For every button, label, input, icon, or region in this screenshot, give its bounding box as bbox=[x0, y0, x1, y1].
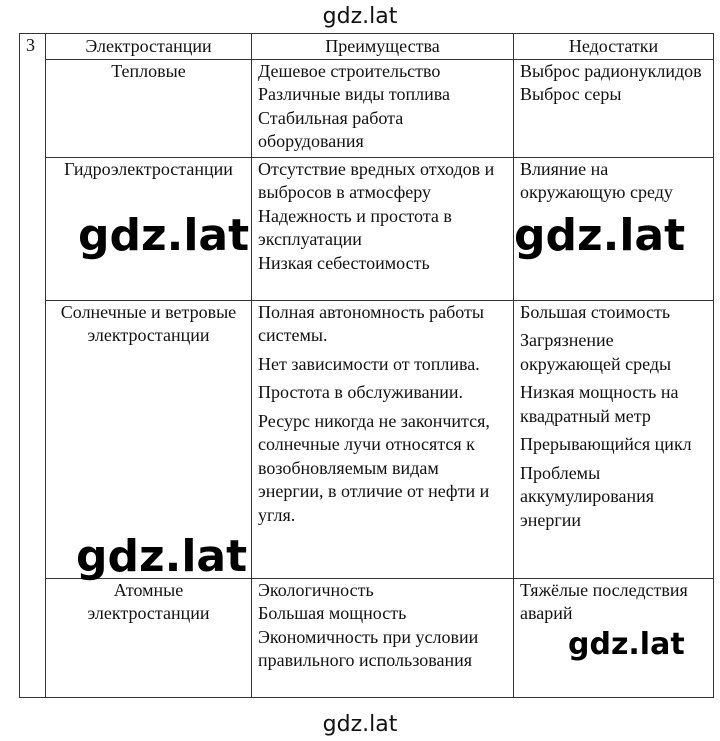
watermark-overlay: gdz.lat bbox=[76, 531, 248, 582]
watermark-overlay: gdz.lat bbox=[514, 210, 686, 261]
row-pros-nuclear bbox=[252, 578, 514, 697]
pros-item: Стабильная работа оборудования bbox=[258, 107, 404, 151]
cons-item: Прерывающийся цикл bbox=[520, 434, 692, 454]
row-type-solar-wind: Солнечные и ветровые электростанции bbox=[46, 300, 252, 578]
power-plants-table bbox=[19, 33, 714, 698]
row-cons-thermal bbox=[514, 59, 714, 157]
header-pros: Преимущества bbox=[252, 34, 514, 60]
header-cons: Недостатки bbox=[514, 34, 714, 60]
pros-item: Экологичность bbox=[258, 579, 374, 600]
watermark-top: gdz.lat bbox=[322, 4, 398, 29]
cons-item: Выброс радионуклидов bbox=[520, 60, 702, 81]
cons-item: Низкая мощность на квадратный метр bbox=[520, 382, 679, 426]
cons-item: Проблемы аккумулирования энергии bbox=[520, 462, 654, 530]
watermark-bottom: gdz.lat bbox=[322, 712, 398, 737]
pros-item: Большая мощность bbox=[258, 603, 407, 623]
cons-item: Выброс серы bbox=[520, 84, 622, 104]
cons-item: Влияние на окружающую среду bbox=[520, 158, 673, 202]
cons-item: Загрязнение окружающей среды bbox=[520, 330, 672, 374]
pros-item: Полная автономность работы системы. bbox=[258, 301, 485, 345]
pros-item: Различные виды топлива bbox=[258, 84, 451, 104]
watermark-overlay: gdz.lat bbox=[78, 210, 250, 261]
row-type-nuclear: Атомные электростанции bbox=[46, 578, 252, 697]
task-number: 3 bbox=[20, 34, 46, 698]
header-type: Электростанции bbox=[46, 34, 252, 60]
cons-item: Тяжёлые последствия аварий bbox=[520, 579, 688, 623]
cons-item: Большая стоимость bbox=[520, 301, 671, 322]
table-header-row bbox=[20, 34, 714, 60]
pros-item: Отсутствие вредных отходов и выбросов в атмосферу bbox=[258, 158, 495, 202]
pros-item: Экономичность при условии правильного использования bbox=[258, 626, 479, 670]
pros-item: Ресурс никогда не закончится, солнечные лучи относятся к возобновляемым видам энергии, в отличие от нефти и угля. bbox=[258, 410, 490, 525]
row-pros-thermal bbox=[252, 59, 514, 157]
row-type-hydro: Гидроэлектростанции bbox=[46, 157, 252, 300]
pros-item: Нет зависимости от топлива. bbox=[258, 353, 480, 374]
table-row bbox=[20, 59, 714, 157]
pros-item: Надежность и простота в эксплуатации bbox=[258, 205, 452, 249]
row-type-thermal: Тепловые bbox=[46, 59, 252, 157]
pros-item: Простота в обслуживании. bbox=[258, 382, 464, 402]
row-cons-solar-wind bbox=[514, 300, 714, 578]
row-pros-solar-wind bbox=[252, 300, 514, 578]
pros-item: Дешевое строительство bbox=[258, 60, 441, 81]
row-pros-hydro bbox=[252, 157, 514, 300]
pros-item: Низкая себестоимость bbox=[258, 252, 430, 273]
watermark-overlay: gdz.lat bbox=[568, 627, 685, 662]
